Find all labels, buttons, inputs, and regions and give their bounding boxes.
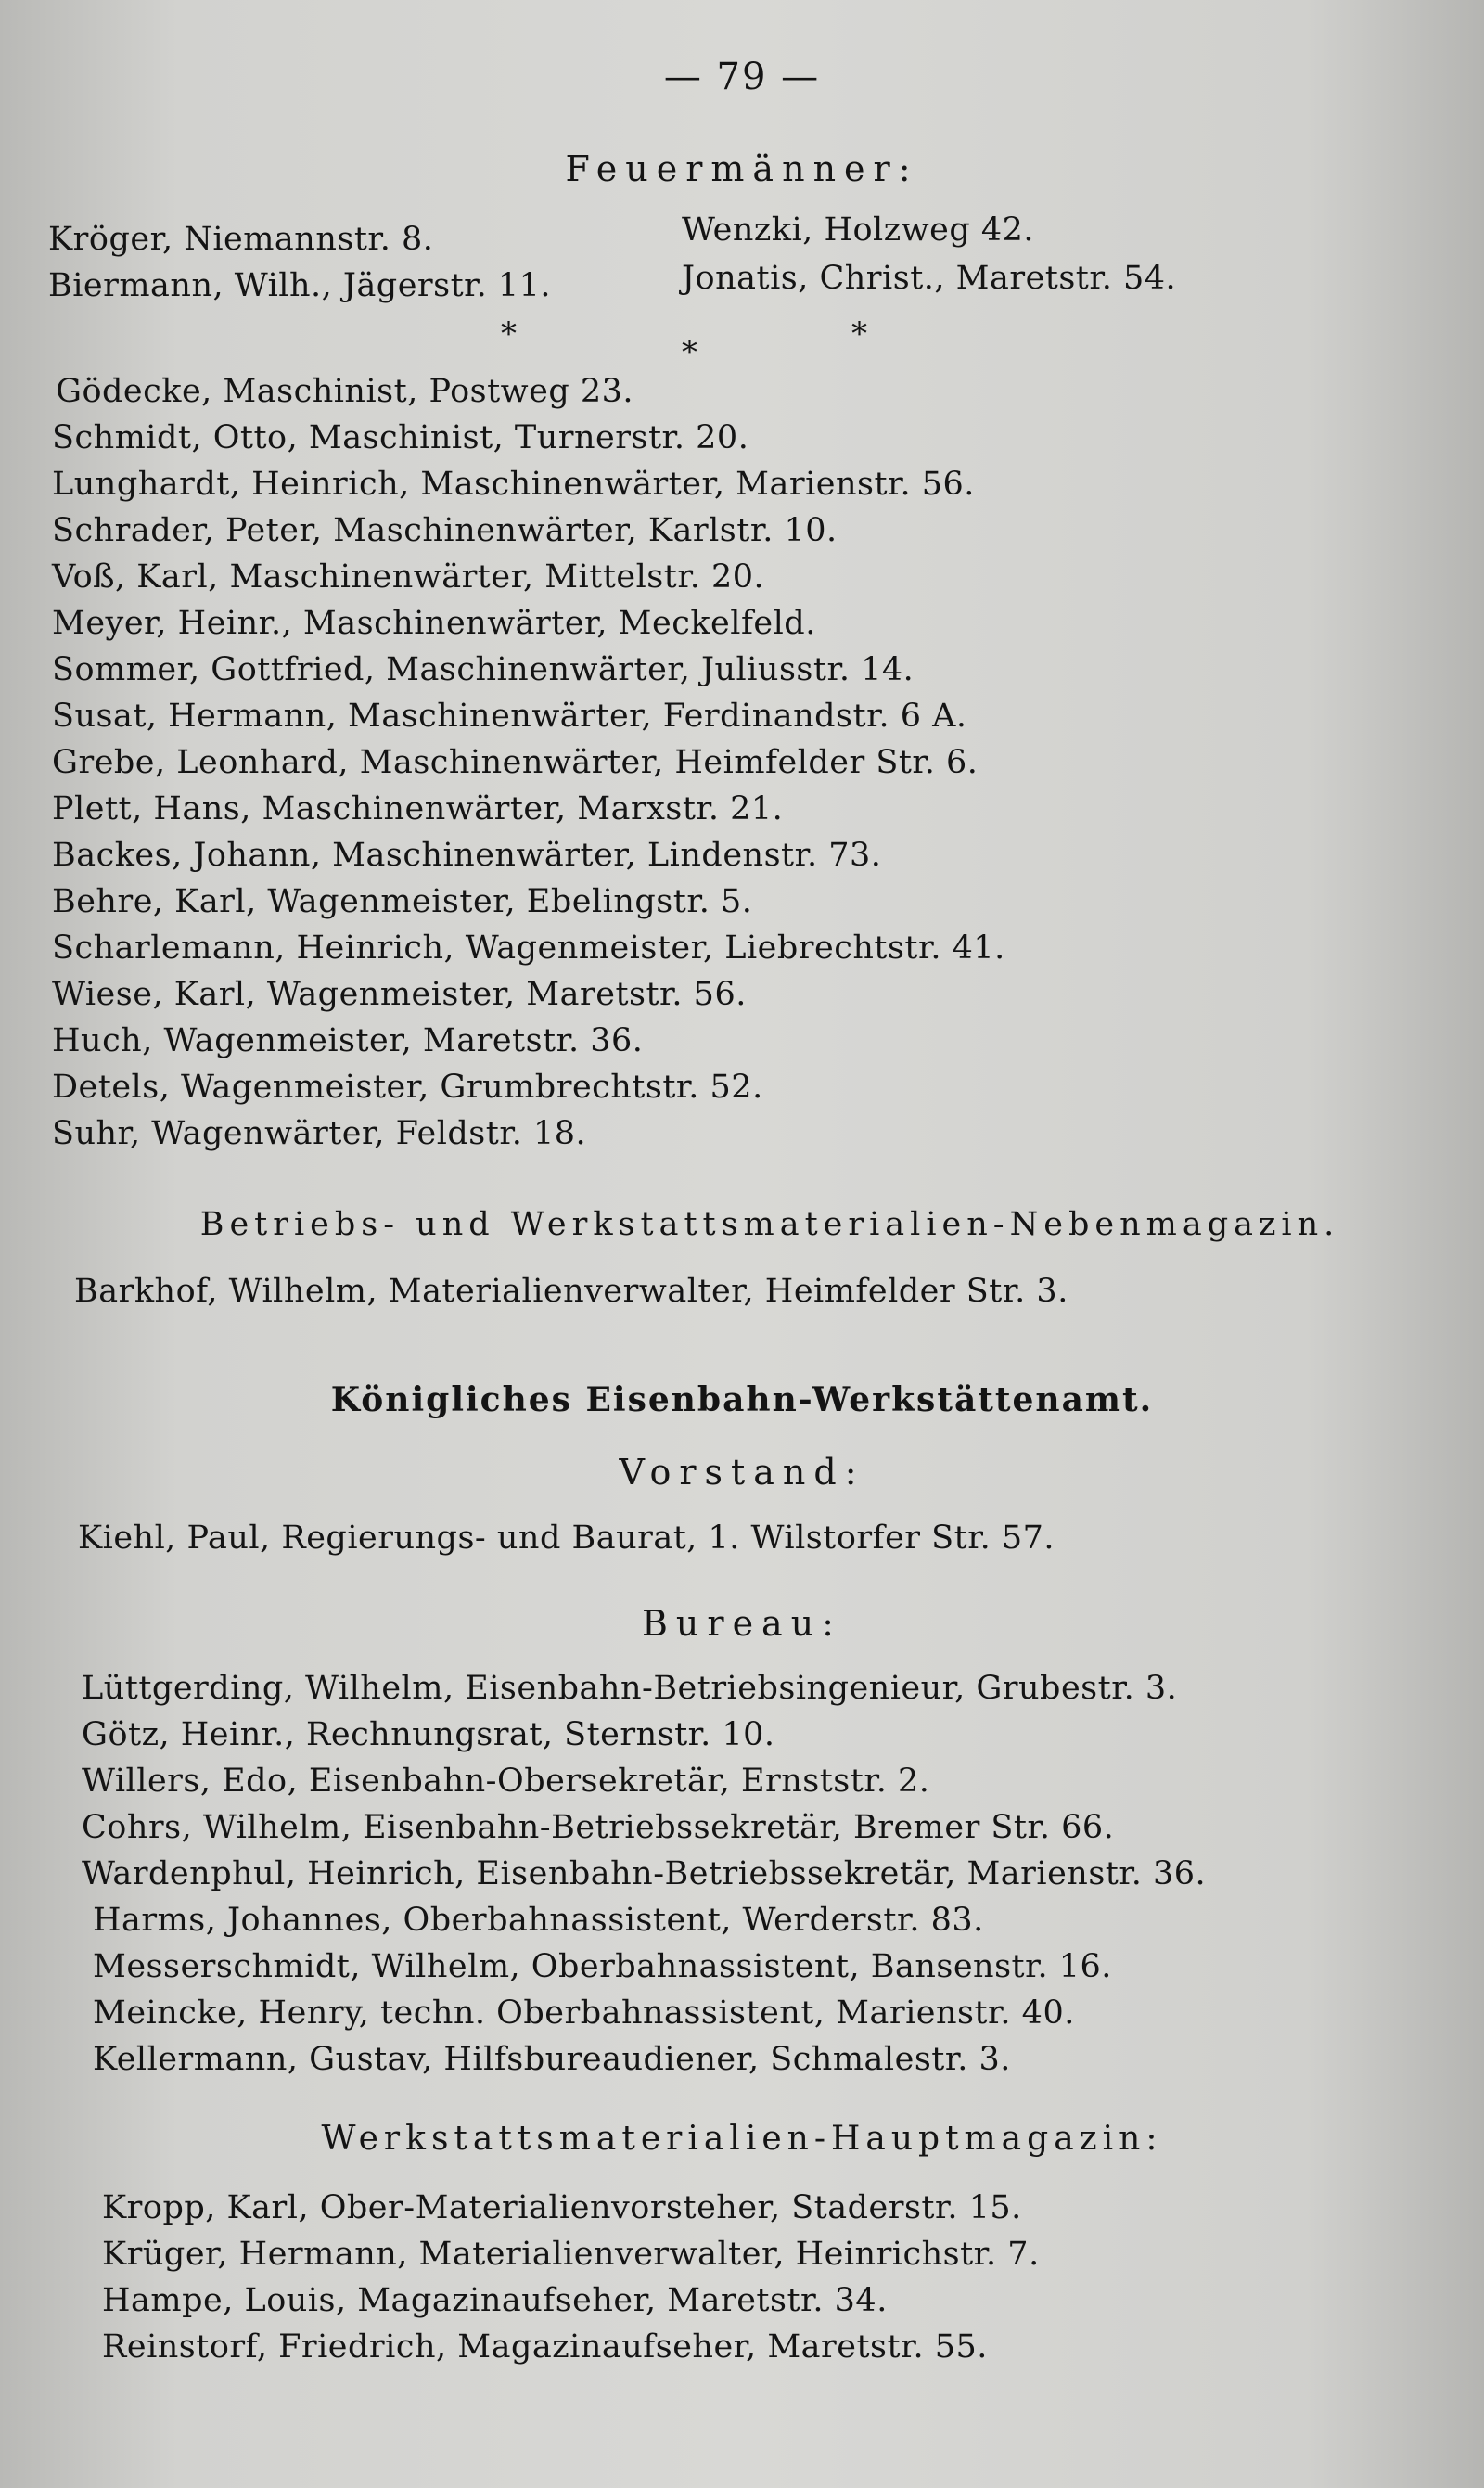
- list-item: Suhr, Wagenwärter, Feldstr. 18.: [52, 1115, 587, 1152]
- list-item: Meyer, Heinr., Maschinenwärter, Meckelfeld.: [52, 605, 816, 642]
- heading-feuermaenner: Feuermänner:: [565, 148, 919, 189]
- list-item: Wardenphul, Heinrich, Eisenbahn-Betriebssekretär, Marienstr. 36.: [82, 1855, 1207, 1892]
- list-item: Lüttgerding, Wilhelm, Eisenbahn-Betriebsingenieur, Grubestr. 3.: [82, 1670, 1178, 1707]
- asterisk: *: [851, 315, 867, 353]
- heading-werkstaettenamt: Königliches Eisenbahn-Werkstättenamt.: [330, 1380, 1154, 1419]
- list-item: Susat, Hermann, Maschinenwärter, Ferdinandstr. 6 A.: [52, 698, 967, 735]
- entry-right-2: Jonatis, Christ., Maretstr. 54.: [682, 260, 1177, 297]
- page-number: — 79 —: [663, 56, 821, 98]
- list-item: Kropp, Karl, Ober-Materialienvorsteher, Staderstr. 15.: [102, 2189, 1022, 2226]
- list-item: Kellermann, Gustav, Hilfsbureaudiener, Schmalestr. 3.: [93, 2041, 1011, 2078]
- list-item: Detels, Wagenmeister, Grumbrechtstr. 52.: [52, 1069, 763, 1106]
- list-item: Gödecke, Maschinist, Postweg 23.: [56, 373, 634, 410]
- heading-bureau: Bureau:: [642, 1603, 842, 1644]
- list-item: Messerschmidt, Wilhelm, Oberbahnassistent, Bansenstr. 16.: [93, 1948, 1112, 1985]
- list-item: Schmidt, Otto, Maschinist, Turnerstr. 20.: [52, 419, 749, 456]
- list-item: Backes, Johann, Maschinenwärter, Lindenstr. 73.: [52, 837, 882, 874]
- asterisk: *: [501, 315, 517, 353]
- list-item: Götz, Heinr., Rechnungsrat, Sternstr. 10.: [82, 1716, 775, 1753]
- list-item: Harms, Johannes, Oberbahnassistent, Werderstr. 83.: [93, 1902, 984, 1939]
- list-item: Voß, Karl, Maschinenwärter, Mittelstr. 20.: [52, 558, 765, 596]
- asterisk-separator: [0, 315, 1484, 371]
- list-item: Grebe, Leonhard, Maschinenwärter, Heimfelder Str. 6.: [52, 744, 979, 781]
- list-item: Sommer, Gottfried, Maschinenwärter, Juliusstr. 14.: [52, 651, 915, 688]
- entry-left-2: Biermann, Wilh., Jägerstr. 11.: [48, 267, 551, 304]
- list-item: Willers, Edo, Eisenbahn-Obersekretär, Ernststr. 2.: [82, 1763, 930, 1800]
- heading-vorstand: Vorstand:: [619, 1452, 865, 1493]
- list-item: Wiese, Karl, Wagenmeister, Maretstr. 56.: [52, 976, 747, 1013]
- heading-nebenmagazin: Betriebs- und Werkstattsmaterialien-Nebenmagazin.: [199, 1206, 1340, 1243]
- list-item: Scharlemann, Heinrich, Wagenmeister, Liebrechtstr. 41.: [52, 930, 1005, 967]
- list-item: Hampe, Louis, Magazinaufseher, Maretstr. 34.: [102, 2282, 888, 2319]
- list-item: Huch, Wagenmeister, Maretstr. 36.: [52, 1022, 644, 1059]
- list-item: Plett, Hans, Maschinenwärter, Marxstr. 21.: [52, 790, 784, 827]
- list-item: Cohrs, Wilhelm, Eisenbahn-Betriebssekretär, Bremer Str. 66.: [82, 1809, 1115, 1846]
- entry-left-1: Kröger, Niemannstr. 8.: [48, 221, 434, 258]
- list-item: Krüger, Hermann, Materialienverwalter, Heinrichstr. 7.: [102, 2236, 1040, 2273]
- list-item: Schrader, Peter, Maschinenwärter, Karlstr. 10.: [52, 512, 838, 549]
- list-item: Barkhof, Wilhelm, Materialienverwalter, Heimfelder Str. 3.: [74, 1273, 1068, 1310]
- entry-right-1: Wenzki, Holzweg 42.: [682, 212, 1035, 249]
- list-item: Meincke, Henry, techn. Oberbahnassistent, Marienstr. 40.: [93, 1994, 1075, 2032]
- list-item: Lunghardt, Heinrich, Maschinenwärter, Marienstr. 56.: [52, 466, 975, 503]
- asterisk: *: [682, 334, 697, 371]
- heading-hauptmagazin: Werkstattsmaterialien-Hauptmagazin:: [321, 2120, 1163, 2158]
- list-item: Kiehl, Paul, Regierungs- und Baurat, 1. Wilstorfer Str. 57.: [78, 1520, 1055, 1557]
- list-item: Behre, Karl, Wagenmeister, Ebelingstr. 5.: [52, 883, 753, 920]
- list-item: Reinstorf, Friedrich, Magazinaufseher, Maretstr. 55.: [102, 2328, 988, 2366]
